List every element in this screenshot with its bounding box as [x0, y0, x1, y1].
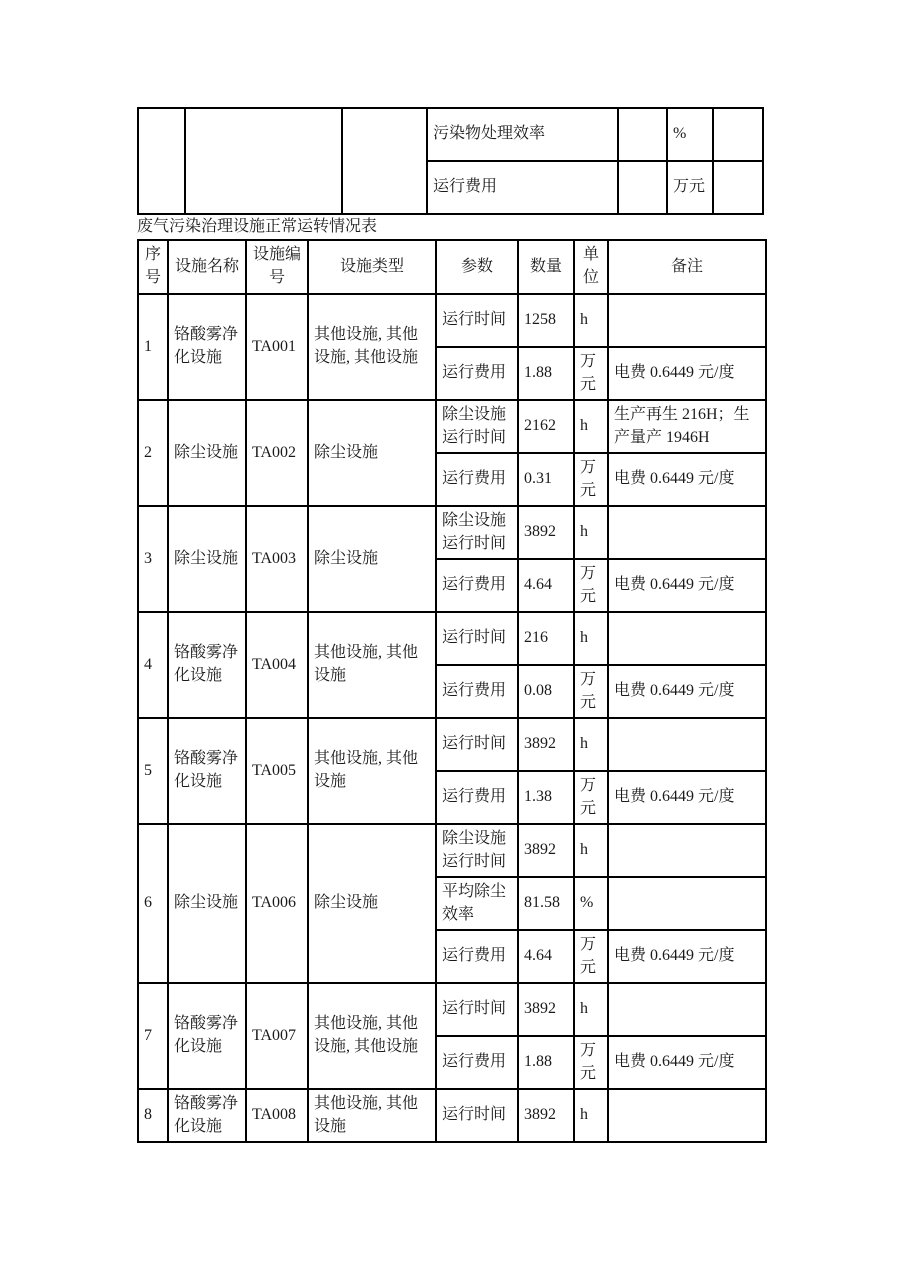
param-cell: 运行费用: [436, 1036, 518, 1089]
unit-cell: h: [574, 824, 608, 877]
param-cell: 运行时间: [436, 612, 518, 665]
top-table-blank-cell-2: [185, 108, 342, 214]
note-cell: [608, 983, 766, 1036]
note-cell: 生产再生 216H；生产量产 1946H: [608, 400, 766, 453]
code-cell: TA005: [246, 718, 308, 824]
facility-row-5-sub-0: [138, 718, 766, 771]
main-table-header-row: [138, 240, 766, 294]
header-cell-type: 设施类型: [308, 240, 436, 294]
seq-cell: 6: [138, 824, 168, 983]
code-cell: TA006: [246, 824, 308, 983]
facility-row-6-sub-0: [138, 824, 766, 877]
param-cell: 运行时间: [436, 718, 518, 771]
top-table-qty-cell: [618, 108, 667, 161]
name-cell: 铬酸雾净化设施: [168, 718, 246, 824]
seq-cell: 4: [138, 612, 168, 718]
code-cell: TA008: [246, 1089, 308, 1142]
unit-cell: h: [574, 400, 608, 453]
note-cell: [608, 877, 766, 930]
qty-cell: 3892: [518, 824, 574, 877]
main-table: [137, 239, 767, 1143]
note-cell: [608, 718, 766, 771]
qty-cell: 2162: [518, 400, 574, 453]
qty-cell: 3892: [518, 1089, 574, 1142]
type-cell: 除尘设施: [308, 400, 436, 506]
header-cell-seq: 序号: [138, 240, 168, 294]
unit-cell: h: [574, 1089, 608, 1142]
unit-cell: 万元: [574, 559, 608, 612]
param-cell: 除尘设施运行时间: [436, 506, 518, 559]
seq-cell: 1: [138, 294, 168, 400]
name-cell: 铬酸雾净化设施: [168, 294, 246, 400]
facility-row-7-sub-0: [138, 983, 766, 1036]
note-cell: [608, 294, 766, 347]
qty-cell: 81.58: [518, 877, 574, 930]
unit-cell: 万元: [574, 1036, 608, 1089]
unit-cell: h: [574, 983, 608, 1036]
note-cell: 电费 0.6449 元/度: [608, 1036, 766, 1089]
param-cell: 运行时间: [436, 1089, 518, 1142]
unit-cell: h: [574, 718, 608, 771]
facility-row-2-sub-0: [138, 400, 766, 453]
header-cell-note: 备注: [608, 240, 766, 294]
qty-cell: 3892: [518, 506, 574, 559]
name-cell: 除尘设施: [168, 506, 246, 612]
seq-cell: 7: [138, 983, 168, 1089]
note-cell: 电费 0.6449 元/度: [608, 771, 766, 824]
content-area: [137, 107, 769, 1143]
header-cell-param: 参数: [436, 240, 518, 294]
type-cell: 其他设施, 其他设施, 其他设施: [308, 294, 436, 400]
qty-cell: 1.88: [518, 1036, 574, 1089]
unit-cell: h: [574, 612, 608, 665]
note-cell: [608, 824, 766, 877]
header-cell-code: 设施编号: [246, 240, 308, 294]
param-cell: 除尘设施运行时间: [436, 824, 518, 877]
note-cell: 电费 0.6449 元/度: [608, 559, 766, 612]
type-cell: 其他设施, 其他设施: [308, 718, 436, 824]
top-table-qty-cell: [618, 161, 667, 214]
code-cell: TA007: [246, 983, 308, 1089]
facility-row-1-sub-0: [138, 294, 766, 347]
type-cell: 其他设施, 其他设施: [308, 612, 436, 718]
qty-cell: 4.64: [518, 930, 574, 983]
code-cell: TA003: [246, 506, 308, 612]
note-cell: 电费 0.6449 元/度: [608, 453, 766, 506]
unit-cell: 万元: [574, 930, 608, 983]
qty-cell: 3892: [518, 983, 574, 1036]
type-cell: 除尘设施: [308, 824, 436, 983]
facility-row-8-sub-0: [138, 1089, 766, 1142]
doc-title: 废气污染治理设施正常运转情况表: [137, 218, 378, 235]
top-table: [137, 107, 764, 215]
top-table-note-cell: [713, 108, 763, 161]
param-cell: 平均除尘效率: [436, 877, 518, 930]
seq-cell: 3: [138, 506, 168, 612]
note-cell: [608, 1089, 766, 1142]
param-cell: 运行费用: [436, 347, 518, 400]
qty-cell: 4.64: [518, 559, 574, 612]
note-cell: [608, 612, 766, 665]
facility-row-3-sub-0: [138, 506, 766, 559]
param-cell: 运行费用: [436, 665, 518, 718]
param-cell: 运行时间: [436, 983, 518, 1036]
qty-cell: 1.88: [518, 347, 574, 400]
unit-cell: 万元: [574, 665, 608, 718]
top-table-blank-cell-1: [138, 108, 185, 214]
note-cell: 电费 0.6449 元/度: [608, 930, 766, 983]
unit-cell: %: [574, 877, 608, 930]
unit-cell: 万元: [574, 347, 608, 400]
param-cell: 运行费用: [436, 771, 518, 824]
note-cell: 电费 0.6449 元/度: [608, 665, 766, 718]
seq-cell: 2: [138, 400, 168, 506]
top-table-param-cell: 运行费用: [427, 161, 618, 214]
unit-cell: 万元: [574, 453, 608, 506]
qty-cell: 3892: [518, 718, 574, 771]
qty-cell: 1258: [518, 294, 574, 347]
param-cell: 运行费用: [436, 453, 518, 506]
code-cell: TA004: [246, 612, 308, 718]
type-cell: 其他设施, 其他设施: [308, 1089, 436, 1142]
name-cell: 铬酸雾净化设施: [168, 1089, 246, 1142]
unit-cell: h: [574, 506, 608, 559]
qty-cell: 0.31: [518, 453, 574, 506]
top-table-param-cell: 污染物处理效率: [427, 108, 618, 161]
code-cell: TA002: [246, 400, 308, 506]
qty-cell: 216: [518, 612, 574, 665]
top-table-blank-cell-3: [342, 108, 427, 214]
type-cell: 除尘设施: [308, 506, 436, 612]
header-cell-unit: 单位: [574, 240, 608, 294]
top-table-unit-cell: 万元: [667, 161, 713, 214]
unit-cell: h: [574, 294, 608, 347]
unit-cell: 万元: [574, 771, 608, 824]
param-cell: 除尘设施运行时间: [436, 400, 518, 453]
header-cell-qty: 数量: [518, 240, 574, 294]
note-cell: [608, 506, 766, 559]
name-cell: 铬酸雾净化设施: [168, 612, 246, 718]
type-cell: 其他设施, 其他设施, 其他设施: [308, 983, 436, 1089]
facility-row-4-sub-0: [138, 612, 766, 665]
seq-cell: 8: [138, 1089, 168, 1142]
note-cell: 电费 0.6449 元/度: [608, 347, 766, 400]
name-cell: 除尘设施: [168, 824, 246, 983]
param-cell: 运行费用: [436, 559, 518, 612]
top-table-unit-cell: %: [667, 108, 713, 161]
qty-cell: 1.38: [518, 771, 574, 824]
top-table-note-cell: [713, 161, 763, 214]
param-cell: 运行费用: [436, 930, 518, 983]
header-cell-name: 设施名称: [168, 240, 246, 294]
name-cell: 除尘设施: [168, 400, 246, 506]
code-cell: TA001: [246, 294, 308, 400]
param-cell: 运行时间: [436, 294, 518, 347]
qty-cell: 0.08: [518, 665, 574, 718]
name-cell: 铬酸雾净化设施: [168, 983, 246, 1089]
top-table-row: [138, 108, 763, 161]
seq-cell: 5: [138, 718, 168, 824]
